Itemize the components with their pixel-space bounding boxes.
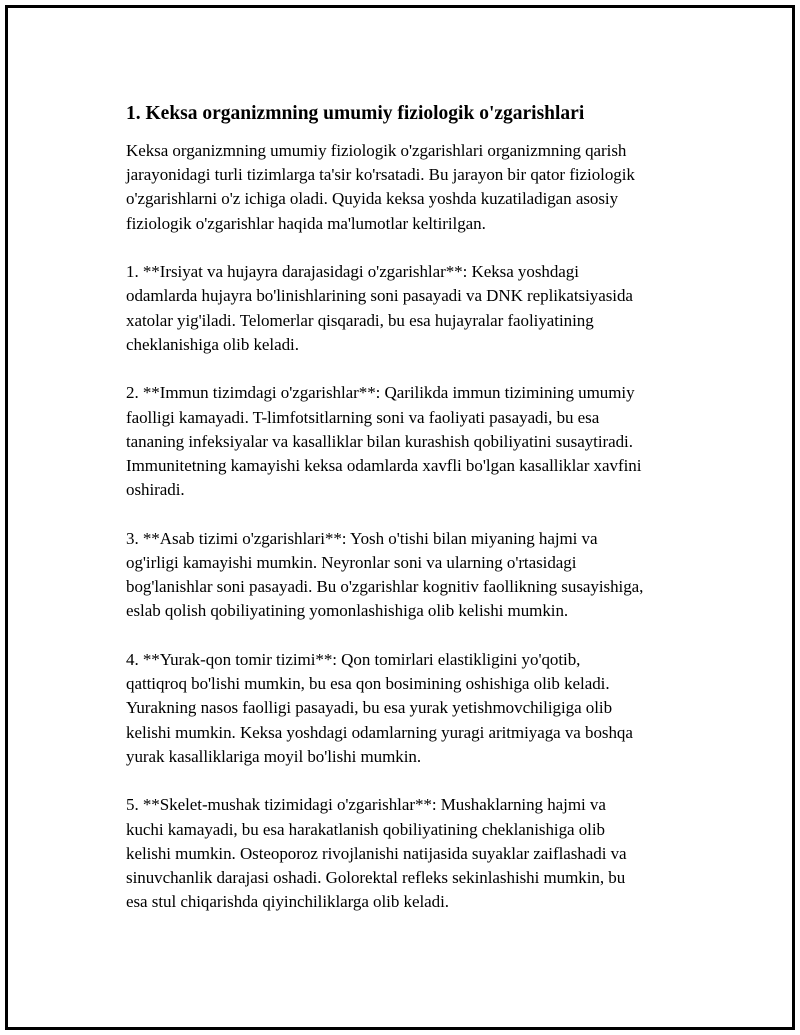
paragraph-item-4 [126,648,700,769]
paragraph-line: bog'lanishlar soni pasayadi. Bu o'zgarishlar kognitiv faollikning susayishiga, [126,577,644,597]
paragraph-line: tananing infeksiyalar va kasalliklar bilan kurashish qobiliyatini susaytiradi. [126,431,633,451]
paragraph-line: og'irligi kamayishi mumkin. Neyronlar soni va ularning o'rtasidagi [126,553,577,573]
paragraph-line: Yurakning nasos faolligi pasayadi, bu esa yurak yetishmovchiligiga olib [126,698,613,718]
paragraph-item-3 [126,527,700,624]
paragraph-item-5 [126,793,700,914]
paragraph-line: Keksa organizmning umumiy fiziologik o'zgarishlari organizmning qarish [126,141,627,160]
document-title: 1. Keksa organizmning umumiy fiziologik o'zgarishlari [126,103,585,124]
paragraph-line: 1. **Irsiyat va hujayra darajasidagi o'zgarishlar**: Keksa yoshdagi [126,262,579,282]
paragraph-line: 4. **Yurak-qon tomir tizimi**: Qon tomirlari elastikligini yo'qotib, [126,650,581,670]
paragraph-line: xatolar yig'iladi. Telomerlar qisqaradi, bu esa hujayralar faoliyatining [126,310,594,330]
paragraph-line: oshiradi. [126,480,185,500]
paragraph-line: fiziologik o'zgarishlar haqida ma'lumotlar keltirilgan. [126,213,486,233]
paragraph-line: jarayonidagi turli tizimlarga ta'sir ko'rsatadi. Bu jarayon bir qator fiziologik [126,165,635,185]
paragraph-line: 2. **Immun tizimdagi o'zgarishlar**: Qarilikda immun tizimining umumiy [126,383,635,403]
paragraph-line: cheklanishiga olib keladi. [126,334,299,354]
paragraph-line: qattiqroq bo'lishi mumkin, bu esa qon bosimining oshishiga olib keladi. [126,674,610,694]
paragraph-item-2 [126,381,700,502]
paragraph-line: kuchi kamayadi, bu esa harakatlanish qobiliyatining cheklanishiga olib [126,819,605,839]
paragraph-line: 3. **Asab tizimi o'zgarishlari**: Yosh o'tishi bilan miyaning hajmi va [126,528,598,548]
document-body [120,101,700,939]
paragraph-line: eslab qolish qobiliyatining yomonlashishiga olib kelishi mumkin. [126,601,569,621]
paragraph-item-1 [126,260,700,357]
paragraph-line: esa stul chiqarishda qiyinchiliklarga olib keladi. [126,892,449,912]
paragraph-line: o'zgarishlarni o'z ichiga oladi. Quyida keksa yoshda kuzatiladigan asosiy [126,189,619,209]
paragraph-line: odamlarda hujayra bo'linishlarining soni pasayadi va DNK replikatsiyasida [126,286,633,306]
paragraph-line: Immunitetning kamayishi keksa odamlarda xavfli bo'lgan kasalliklar xavfini [126,456,642,476]
paragraph-line: yurak kasalliklariga moyil bo'lishi mumkin. [126,746,422,766]
paragraph-line: 5. **Skelet-mushak tizimidagi o'zgarishlar**: Mushaklarning hajmi va [126,795,606,815]
paragraph-line: kelishi mumkin. Osteoporoz rivojlanishi natijasida suyaklar zaiflashadi va [126,843,627,863]
paragraph-line: faolligi kamayadi. T-limfotsitlarning soni va faoliyati pasayadi, bu esa [126,407,600,427]
page-frame [5,5,795,1030]
paragraph-line: sinuvchanlik darajasi oshadi. Golorektal refleks sekinlashishi mumkin, bu [126,868,626,888]
paragraph-intro [126,139,700,236]
paragraph-line: kelishi mumkin. Keksa yoshdagi odamlarning yuragi aritmiyaga va boshqa [126,722,633,742]
